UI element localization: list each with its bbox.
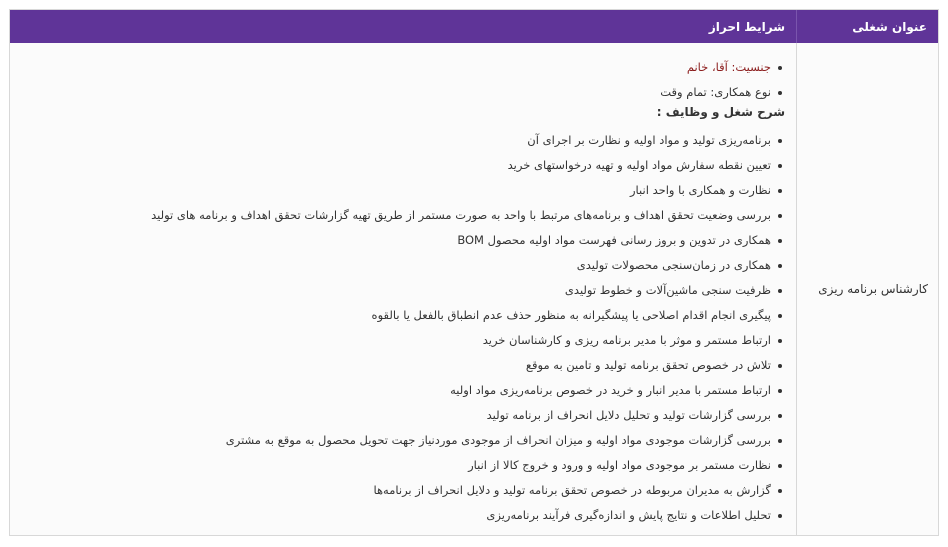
list-item: نظارت مستمر بر موجودی مواد اولیه و ورود و خروج کالا از انبار: [21, 453, 785, 478]
duties-heading: شرح شغل و وظایف :: [656, 105, 785, 119]
gender-text: جنسیت: آقا، خانم: [686, 60, 771, 74]
list-item: همکاری در زمان‌سنجی محصولات تولیدی: [21, 253, 785, 278]
duties-list: [21, 128, 785, 528]
conditions-list: [21, 55, 785, 105]
list-item: بررسی گزارشات تولید و تحلیل دلایل انحراف از برنامه تولید: [21, 403, 785, 428]
list-item: بررسی وضعیت تحقق اهداف و برنامه‌های مرتبط با واحد به صورت مستمر از طریق تهیه گزارشات تحقق اهداف و برنامه های تولید: [21, 203, 785, 228]
list-item: ظرفیت سنجی ماشین‌آلات و خطوط تولیدی: [21, 278, 785, 303]
list-item: ارتباط مستمر با مدیر انبار و خرید در خصوص برنامه‌ریزی مواد اولیه: [21, 378, 785, 403]
header-requirements: شرایط احراز: [708, 19, 785, 34]
list-item: تحلیل اطلاعات و نتایج پایش و اندازه‌گیری فرآیند برنامه‌ریزی: [21, 503, 785, 528]
header-job-title: عنوان شغلی: [796, 10, 938, 43]
table-header-row: [10, 10, 938, 43]
list-item: پیگیری انجام اقدام اصلاحی یا پیشگیرانه به منظور حذف عدم انطباق بالفعل یا بالقوه: [21, 303, 785, 328]
list-item: گزارش به مدیران مربوطه در خصوص تحقق برنامه تولید و دلایل انحراف از برنامه‌ها: [21, 478, 785, 503]
list-item: تعیین نقطه سفارش مواد اولیه و تهیه درخواستهای خرید: [21, 153, 785, 178]
list-item: برنامه‌ریزی تولید و مواد اولیه و نظارت بر اجرای آن: [21, 128, 785, 153]
cooperation-type-text: نوع همکاری: تمام وقت: [660, 85, 771, 99]
list-item: نظارت و همکاری با واحد انبار: [21, 178, 785, 203]
job-table: [9, 9, 939, 536]
requirements-cell: [10, 43, 796, 535]
list-item: تلاش در خصوص تحقق برنامه تولید و تامین به موقع: [21, 353, 785, 378]
job-title-cell: کارشناس برنامه ریزی: [796, 43, 938, 535]
list-item: همکاری در تدوین و بروز رسانی فهرست مواد اولیه محصول BOM: [21, 228, 785, 253]
gender-item: [21, 55, 785, 80]
list-item: بررسی گزارشات موجودی مواد اولیه و میزان انحراف از موجودی موردنیاز جهت تحویل محصول به موقع به مشتری: [21, 428, 785, 453]
table-row: [10, 43, 938, 535]
cooperation-type-item: [21, 80, 785, 105]
list-item: ارتباط مستمر و موثر با مدیر برنامه ریزی و کارشناسان خرید: [21, 328, 785, 353]
